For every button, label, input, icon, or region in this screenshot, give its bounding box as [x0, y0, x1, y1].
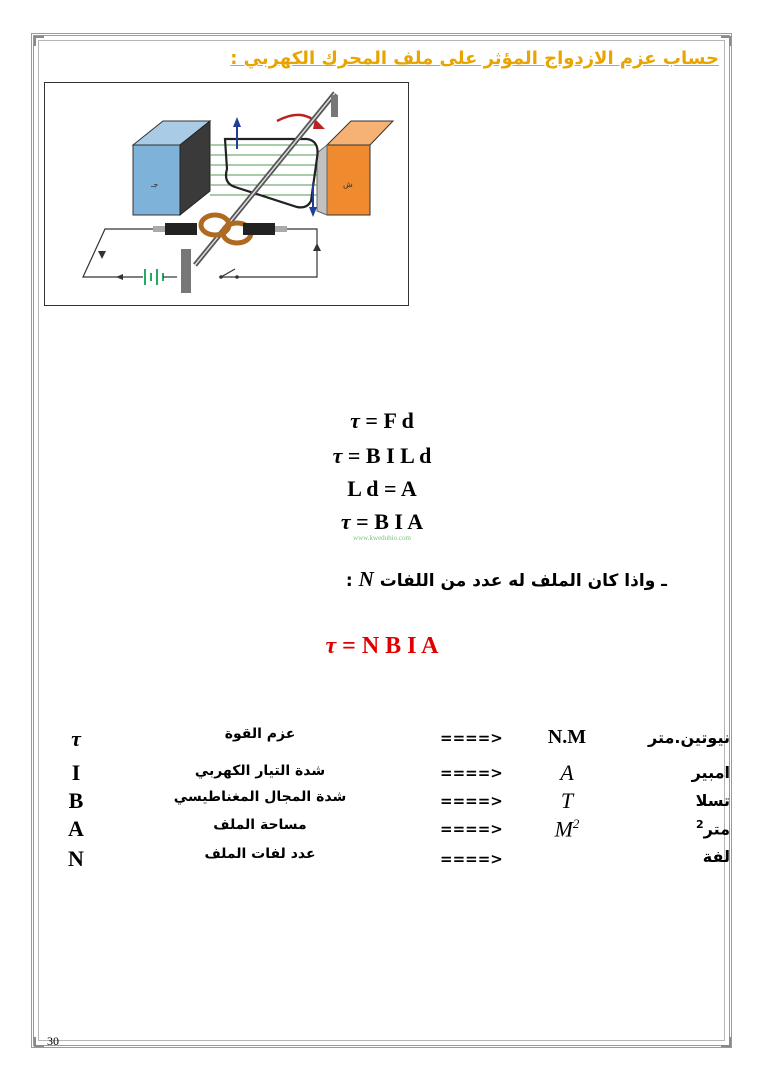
- table-row: [0, 846, 764, 872]
- table-row: [0, 726, 764, 752]
- equation-rhs: = B I A: [350, 509, 424, 534]
- table-row: [0, 760, 764, 786]
- row-symbol: τ: [71, 726, 81, 751]
- border-corner-br: [721, 1037, 731, 1047]
- equation-rhs: = F d: [359, 408, 414, 433]
- note-suffix: :: [345, 571, 359, 591]
- tau-symbol: τ: [350, 408, 360, 433]
- tau-symbol: τ: [332, 443, 343, 468]
- row-symbol: N: [68, 846, 84, 871]
- row-symbol: A: [68, 816, 84, 841]
- border-corner-bl: [34, 1037, 44, 1047]
- border-corner-tr: [721, 36, 731, 46]
- table-row: [0, 816, 764, 842]
- row-quantity: شدة التيار الكهربي: [194, 763, 326, 779]
- motor-diagram-svg: [45, 83, 408, 305]
- equation-torque-bia: [0, 509, 764, 535]
- torque-turns-equation: [0, 633, 764, 660]
- turns-note: [346, 567, 667, 592]
- equation-torque-bild: [0, 443, 764, 469]
- row-arrow: ====>: [440, 850, 503, 868]
- tau-symbol: τ: [340, 509, 351, 534]
- row-symbol: I: [71, 760, 81, 785]
- row-arrow: ====>: [440, 820, 503, 838]
- row-quantity: عزم القوة: [224, 726, 296, 742]
- watermark-text: www.kwedubio.com: [353, 534, 411, 542]
- unit-symbol-base: M: [554, 816, 573, 842]
- row-unit-symbol: N.M: [547, 726, 587, 748]
- right-pole-label: ش: [343, 180, 353, 189]
- section-title: حساب عزم الازدواج المؤثر على ملف المحرك الكهربي :: [230, 48, 719, 69]
- note-variable: N: [358, 567, 374, 591]
- row-unit-symbol: T: [560, 788, 574, 813]
- row-unit-symbol: [535, 816, 599, 842]
- row-symbol: B: [68, 788, 84, 813]
- row-quantity: عدد لفات الملف: [204, 846, 316, 862]
- row-unit-symbol: A: [560, 760, 574, 785]
- equation-torque-force: [0, 408, 764, 434]
- row-arrow: ====>: [440, 764, 503, 782]
- left-pole-label: جـ: [151, 180, 159, 189]
- row-unit-name: امبير: [691, 763, 730, 782]
- row-arrow: ====>: [440, 792, 503, 810]
- row-quantity: شدة المجال المغناطيسي: [173, 789, 347, 805]
- row-quantity: مساحة الملف: [213, 817, 307, 833]
- equation-rhs: = B I L d: [342, 443, 432, 468]
- row-arrow: ====>: [440, 729, 503, 747]
- tau-symbol: τ: [325, 633, 337, 659]
- unit-name-exponent: 2: [695, 818, 704, 831]
- border-corner-tl: [34, 36, 44, 46]
- unit-name-base: متر: [703, 819, 730, 839]
- equation-text: L d = A: [347, 476, 417, 501]
- table-row: [0, 788, 764, 814]
- note-prefix: ـ واذا كان الملف له عدد من اللفات: [379, 571, 667, 591]
- row-unit-name: تسلا: [695, 791, 730, 810]
- equation-rhs: = N B I A: [336, 633, 439, 659]
- equation-area: [0, 476, 764, 502]
- motor-diagram: [44, 82, 409, 306]
- unit-symbol-exponent: 2: [572, 816, 580, 831]
- row-unit-name: نيوتين.متر: [648, 728, 730, 747]
- row-unit-name: [620, 818, 730, 838]
- row-unit-name: لفة: [702, 847, 730, 866]
- page-number: 30: [47, 1034, 59, 1048]
